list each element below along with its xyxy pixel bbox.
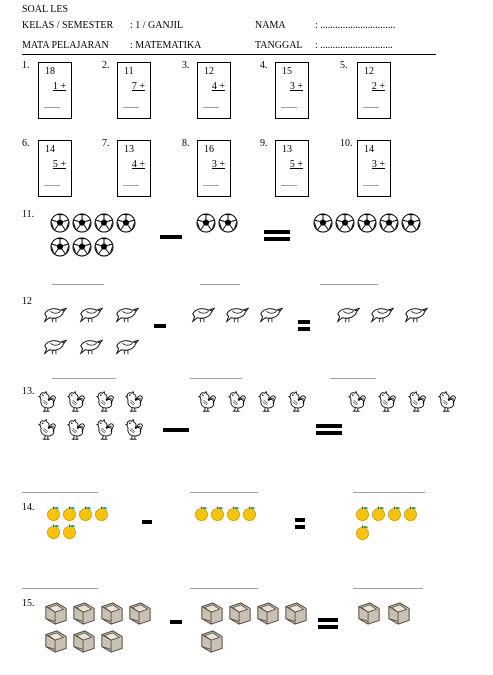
header-divider [22, 54, 436, 55]
minus-sign [160, 235, 182, 239]
rooster-icon [94, 390, 116, 412]
first-addend: 12 [364, 66, 374, 77]
minus-sign [163, 428, 189, 432]
book-icon [200, 602, 224, 626]
answer-line[interactable]: .................................. [190, 582, 258, 591]
second-addend: 3 + [371, 159, 385, 170]
orange-icon [242, 506, 257, 521]
answer-line[interactable]: .................................. [190, 486, 258, 495]
orange-icon [46, 524, 61, 539]
bird-icon [42, 300, 68, 326]
sum-card [38, 140, 72, 197]
first-addend: 18 [45, 66, 55, 77]
sum-number: 2. [102, 60, 110, 71]
ball-icon [72, 237, 92, 257]
first-addend: 13 [282, 144, 292, 155]
rooster-icon [286, 390, 308, 412]
nama-label: NAMA [255, 20, 286, 31]
first-addend: 14 [364, 144, 374, 155]
sum-number: 9. [260, 138, 268, 149]
answer-line[interactable]: .................... [200, 278, 240, 287]
bird-icon [258, 300, 284, 326]
nama-field[interactable]: : .............................. [315, 20, 396, 31]
orange-icon [194, 506, 209, 521]
answer-blank[interactable]: ........ [281, 179, 297, 188]
problem-number: 12 [22, 296, 32, 307]
ball-icon [50, 237, 70, 257]
ball-icon [72, 213, 92, 233]
ball-icon [357, 213, 377, 233]
sum-card [38, 62, 72, 119]
bird-icon [224, 300, 250, 326]
sum-card [275, 140, 309, 197]
rooster-icon [436, 390, 458, 412]
sum-card [357, 62, 391, 119]
book-icon [256, 602, 280, 626]
sum-number: 6. [22, 138, 30, 149]
mapel-value: : MATEMATIKA [130, 40, 202, 51]
ball-icon [94, 237, 114, 257]
second-addend: 5 + [289, 159, 303, 170]
answer-blank[interactable]: ........ [44, 101, 60, 110]
tanggal-field[interactable]: : ............................. [315, 40, 393, 51]
worksheet-title: SOAL LES [22, 4, 69, 15]
answer-blank[interactable]: ........ [363, 179, 379, 188]
sum-card [357, 140, 391, 197]
answer-blank[interactable]: ........ [44, 179, 60, 188]
answer-line[interactable]: ............................. [320, 278, 378, 287]
problem-number: 14. [22, 502, 35, 513]
ball-icon [379, 213, 399, 233]
book-icon [100, 602, 124, 626]
answer-line[interactable]: ...................................... [22, 486, 98, 495]
orange-icon [403, 506, 418, 521]
sum-number: 3. [182, 60, 190, 71]
ball-icon [313, 213, 333, 233]
orange-icon [387, 506, 402, 521]
equals-sign [264, 230, 290, 244]
ball-icon [335, 213, 355, 233]
answer-line[interactable]: ................................... [353, 582, 423, 591]
answer-blank[interactable]: ........ [123, 179, 139, 188]
orange-icon [226, 506, 241, 521]
answer-blank[interactable]: ........ [363, 101, 379, 110]
first-addend: 15 [282, 66, 292, 77]
book-icon [284, 602, 308, 626]
bird-icon [369, 300, 395, 326]
answer-line[interactable]: .................................... [353, 486, 425, 495]
equals-sign [295, 518, 305, 532]
rooster-icon [65, 418, 87, 440]
rooster-icon [36, 418, 58, 440]
mapel-label: MATA PELAJARAN [22, 40, 109, 51]
first-addend: 13 [124, 144, 134, 155]
sum-number: 1. [22, 60, 30, 71]
rooster-icon [123, 390, 145, 412]
rooster-icon [196, 390, 218, 412]
orange-icon [355, 525, 370, 540]
answer-blank[interactable]: ........ [203, 179, 219, 188]
bird-icon [403, 300, 429, 326]
answer-blank[interactable]: ........ [281, 101, 297, 110]
first-addend: 16 [204, 144, 214, 155]
answer-blank[interactable]: ........ [203, 101, 219, 110]
kelas-value: : 1 / GANJIL [130, 20, 184, 31]
second-addend: 3 + [289, 81, 303, 92]
second-addend: 2 + [371, 81, 385, 92]
answer-blank[interactable]: ........ [123, 101, 139, 110]
second-addend: 5 + [52, 159, 66, 170]
book-icon [44, 602, 68, 626]
orange-icon [62, 506, 77, 521]
orange-icon [46, 506, 61, 521]
kelas-label: KELAS / SEMESTER [22, 20, 114, 31]
minus-sign [154, 324, 166, 328]
rooster-icon [123, 418, 145, 440]
orange-icon [94, 506, 109, 521]
bird-icon [114, 332, 140, 358]
ball-icon [50, 213, 70, 233]
orange-icon [210, 506, 225, 521]
sum-number: 10. [340, 138, 353, 149]
sum-number: 4. [260, 60, 268, 71]
bird-icon [78, 332, 104, 358]
sum-card [197, 62, 231, 119]
answer-line[interactable]: .......................... [52, 278, 104, 287]
ball-icon [196, 213, 216, 233]
problem-number: 11. [22, 209, 35, 220]
bird-icon [335, 300, 361, 326]
book-icon [387, 602, 411, 626]
problem-number: 15. [22, 598, 35, 609]
equals-sign [298, 320, 310, 334]
book-icon [44, 630, 68, 654]
sum-card [117, 140, 151, 197]
answer-line[interactable]: ................................ [52, 372, 116, 381]
first-addend: 14 [45, 144, 55, 155]
rooster-icon [94, 418, 116, 440]
ball-icon [401, 213, 421, 233]
ball-icon [94, 213, 114, 233]
book-icon [72, 630, 96, 654]
second-addend: 1 + [52, 81, 66, 92]
rooster-icon [256, 390, 278, 412]
sum-card [197, 140, 231, 197]
sum-number: 8. [182, 138, 190, 149]
first-addend: 11 [124, 66, 134, 77]
problem-number: 13. [22, 386, 35, 397]
equals-sign [318, 618, 338, 632]
book-icon [357, 602, 381, 626]
sum-card [275, 62, 309, 119]
orange-icon [371, 506, 386, 521]
sum-number: 7. [102, 138, 110, 149]
book-icon [100, 630, 124, 654]
answer-line[interactable]: ...................................... [22, 582, 98, 591]
ball-icon [116, 213, 136, 233]
bird-icon [114, 300, 140, 326]
bird-icon [190, 300, 216, 326]
book-icon [72, 602, 96, 626]
bird-icon [42, 332, 68, 358]
rooster-icon [346, 390, 368, 412]
tanggal-label: TANGGAL [255, 40, 303, 51]
rooster-icon [36, 390, 58, 412]
rooster-icon [65, 390, 87, 412]
ball-icon [218, 213, 238, 233]
answer-line[interactable]: .......................... [190, 372, 242, 381]
equals-sign [316, 424, 342, 438]
book-icon [200, 630, 224, 654]
book-icon [228, 602, 252, 626]
answer-line[interactable]: ....................... [330, 372, 376, 381]
second-addend: 7 + [131, 81, 145, 92]
orange-icon [355, 506, 370, 521]
second-addend: 3 + [211, 159, 225, 170]
sum-number: 5. [340, 60, 348, 71]
second-addend: 4 + [211, 81, 225, 92]
minus-sign [170, 620, 182, 624]
second-addend: 4 + [131, 159, 145, 170]
book-icon [128, 602, 152, 626]
rooster-icon [406, 390, 428, 412]
bird-icon [78, 300, 104, 326]
first-addend: 12 [204, 66, 214, 77]
rooster-icon [226, 390, 248, 412]
rooster-icon [376, 390, 398, 412]
sum-card [117, 62, 151, 119]
orange-icon [62, 524, 77, 539]
minus-sign [142, 520, 152, 524]
orange-icon [78, 506, 93, 521]
